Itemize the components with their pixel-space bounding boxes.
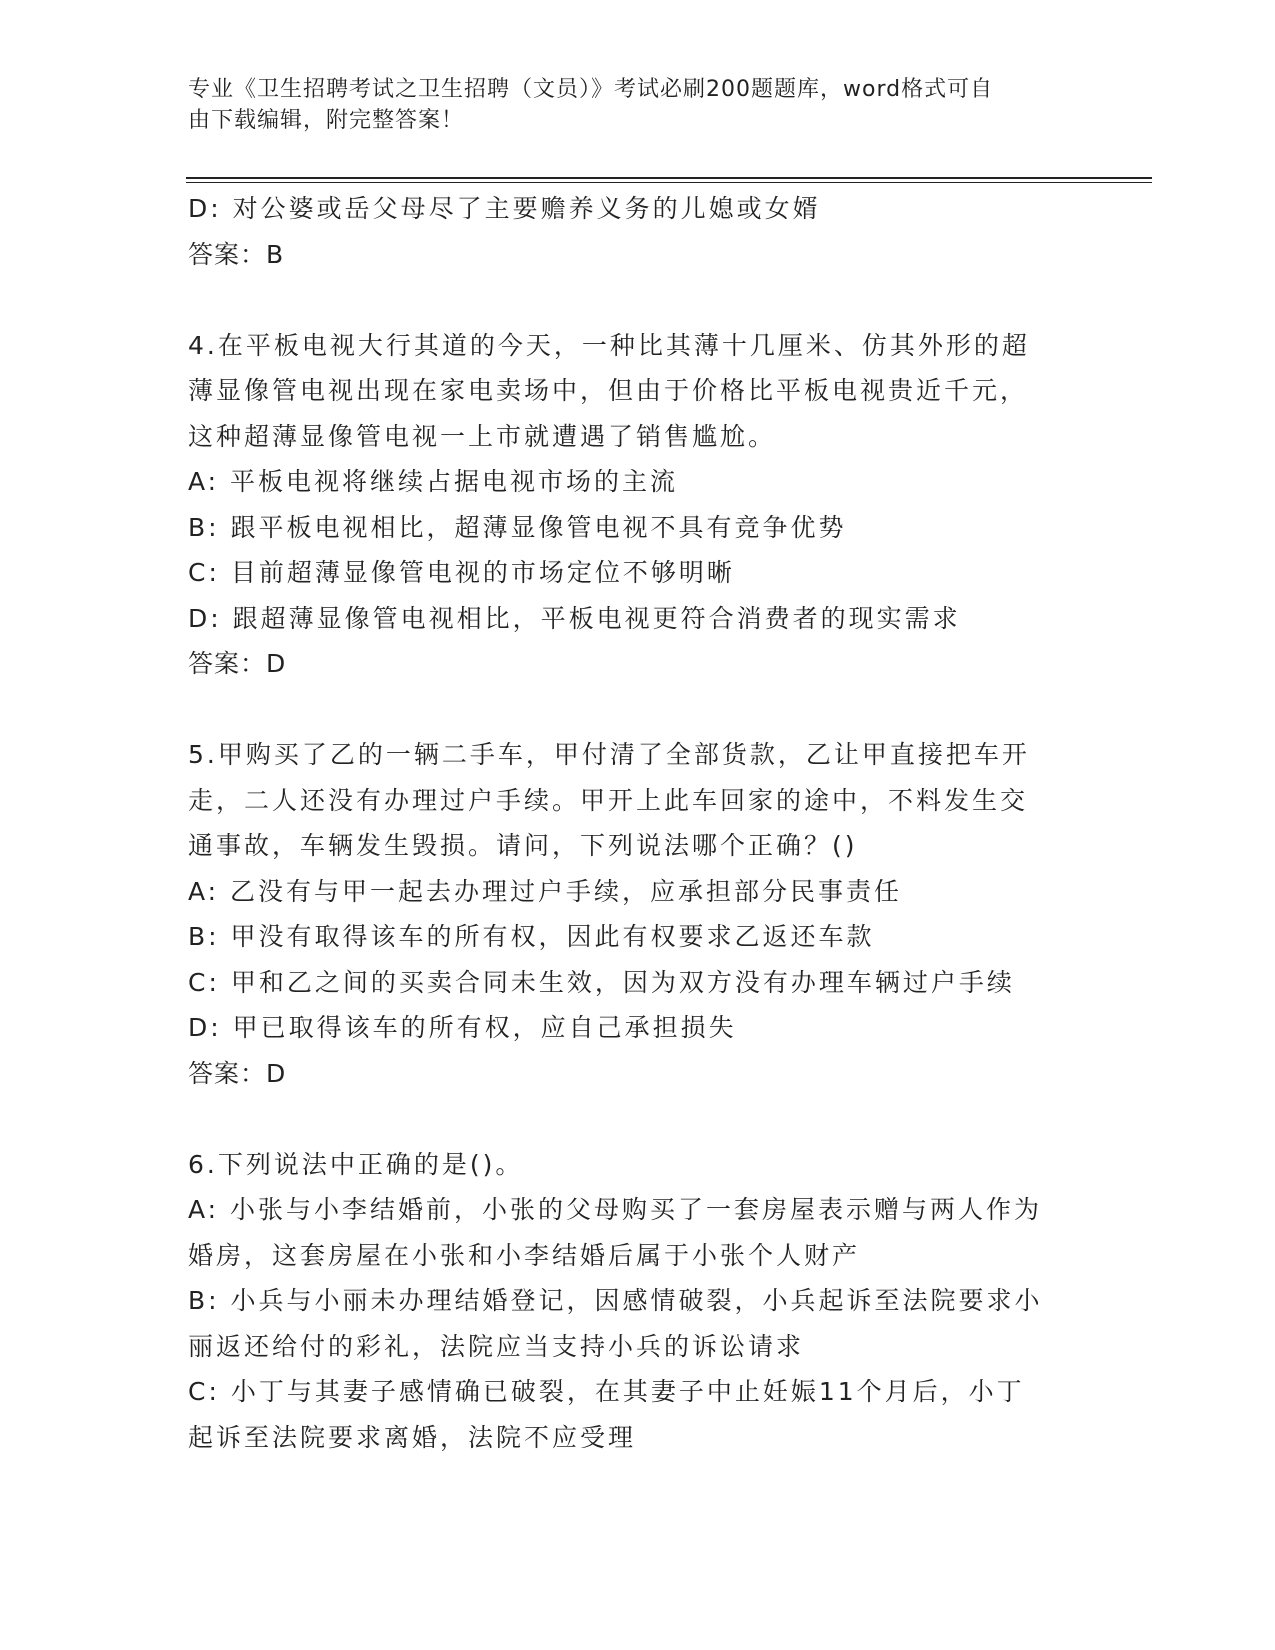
q4-option-b: B: 跟平板电视相比，超薄显像管电视不具有竞争优势: [188, 512, 847, 542]
q6-option-c-line-1: C: 小丁与其妻子感情确已破裂，在其妻子中止妊娠11个月后，小丁: [188, 1377, 1025, 1406]
q4-option-a: A: 平板电视将继续占据电视市场的主流: [188, 467, 679, 496]
q6-option-b-line-1: B: 小兵与小丽未办理结婚登记，因感情破裂，小兵起诉至法院要求小: [188, 1286, 1043, 1315]
question-content: [188, 186, 1088, 1460]
q5-stem-line-3: 通事故，车辆发生毁损。请问，下列说法哪个正确？(): [188, 831, 858, 860]
q5-option-b: B: 甲没有取得该车的所有权，因此有权要求乙返还车款: [188, 922, 875, 951]
q4-stem-line-1: 4.在平板电视大行其道的今天，一种比其薄十几厘米、仿其外形的超: [188, 330, 1030, 360]
q4-stem-line-3: 这种超薄显像管电视一上市就遭遇了销售尴尬。: [188, 421, 777, 451]
q5-stem-line-2: 走，二人还没有办理过户手续。甲开上此车回家的途中，不料发生交: [188, 785, 1029, 815]
q3-option-d: D: 对公婆或岳父母尽了主要赡养义务的儿媳或女婿: [188, 194, 821, 223]
q6-stem-line-1: 6.下列说法中正确的是()。: [188, 1149, 524, 1179]
q5-option-c: C: 甲和乙之间的买卖合同未生效，因为双方没有办理车辆过户手续: [188, 967, 1015, 997]
q4-option-c: C: 目前超薄显像管电视的市场定位不够明晰: [188, 558, 735, 587]
q6-option-a-line-2: 婚房，这套房屋在小张和小李结婚后属于小张个人财产: [188, 1240, 861, 1270]
q4-answer: 答案：D: [188, 649, 287, 678]
q5-option-a: A: 乙没有与甲一起去办理过户手续，应承担部分民事责任: [188, 876, 903, 906]
header-divider-thin: [186, 182, 1152, 183]
q5-answer: 答案：D: [188, 1058, 287, 1088]
document-header: [188, 74, 1068, 136]
spacer: [188, 1096, 1088, 1142]
spacer: [188, 277, 1088, 323]
q4-stem-line-2: 薄显像管电视出现在家电卖场中，但由于价格比平板电视贵近千元，: [188, 376, 1029, 405]
q6-option-a-line-1: A: 小张与小李结婚前，小张的父母购买了一套房屋表示赠与两人作为: [188, 1195, 1043, 1224]
header-divider-thick: [186, 177, 1152, 179]
q5-option-d: D: 甲已取得该车的所有权，应自己承担损失: [188, 1013, 737, 1042]
q6-option-b-line-2: 丽返还给付的彩礼，法院应当支持小兵的诉讼请求: [188, 1331, 805, 1361]
header-line-2: 由下载编辑，附完整答案！: [188, 108, 465, 133]
q6-option-c-line-2: 起诉至法院要求离婚，法院不应受理: [188, 1422, 637, 1452]
q4-option-d: D: 跟超薄显像管电视相比，平板电视更符合消费者的现实需求: [188, 603, 961, 633]
header-line-1: 专业《卫生招聘考试之卫生招聘（文员）》考试必刷200题题库，word格式可自: [188, 77, 994, 102]
q3-answer: 答案：B: [188, 239, 285, 269]
spacer: [188, 687, 1088, 733]
q5-stem-line-1: 5.甲购买了乙的一辆二手车，甲付清了全部货款，乙让甲直接把车开: [188, 740, 1030, 769]
